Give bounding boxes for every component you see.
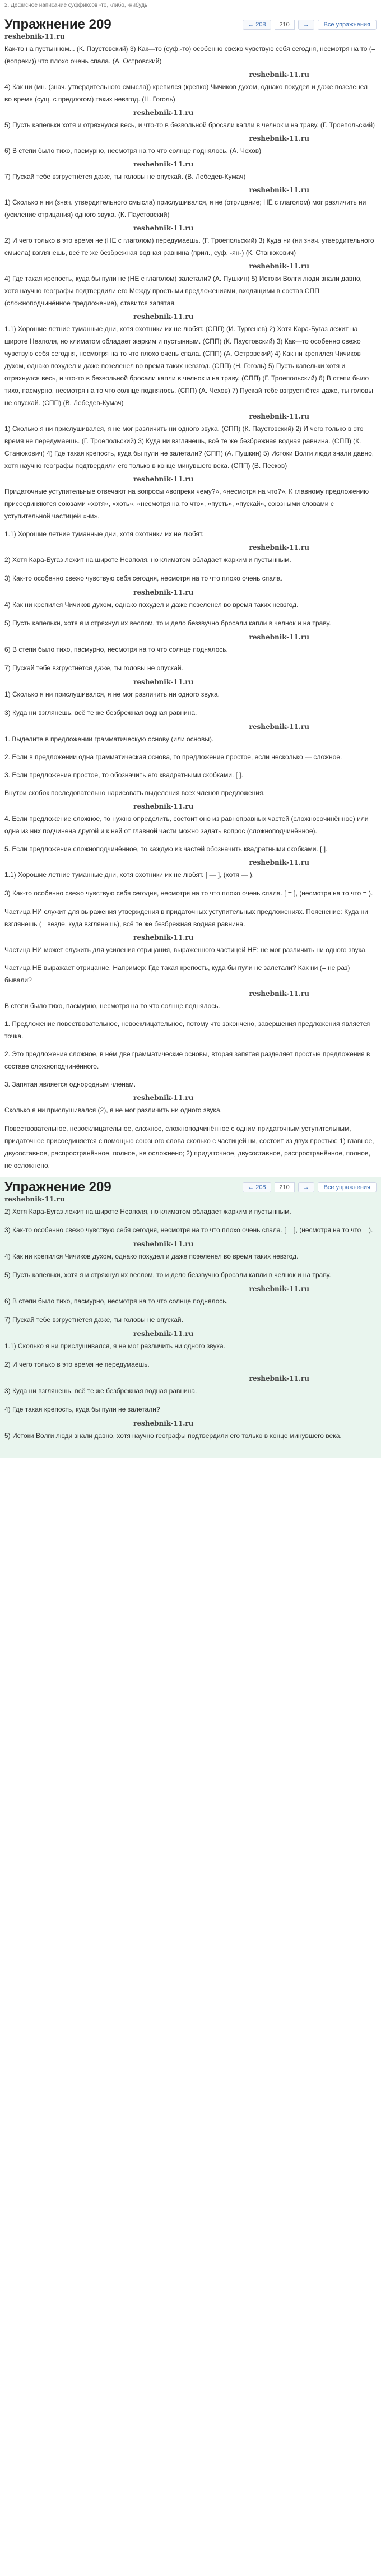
watermark: reshebnik-11.ru: [249, 186, 309, 194]
page-title: Упражнение 209: [4, 17, 111, 32]
watermark: reshebnik-11.ru: [249, 633, 309, 641]
paragraph: 6) В степи было тихо, пасмурно, несмотря на то что солнце поднялось. (А. Чехов): [4, 147, 262, 155]
paragraph: 6) В степи было тихо, пасмурно, несмотря на то что солнце поднялось.: [4, 1297, 228, 1305]
paragraph: Повествовательное, невосклицательное, сложное, сложноподчинённое с одним придаточным уступительным, придаточное присоединяется с помощью союзного слова сколько с частицей ни, состоит из двух простых: 1) главное, двусоставное, распространённое, полное, не осложнено; 2) придаточное, двусоставное, распространённое, полное, не осложнено.: [4, 1125, 374, 1169]
exercise-header: [0, 15, 381, 35]
paragraph: 1.1) Хорошие летние туманные дни, хотя охотники их не любят. [ — ], (хотя — ).: [4, 871, 254, 879]
paragraph: 1.1) Хорошие летние туманные дни, хотя охотники их не любят.: [4, 530, 204, 538]
paragraph: 6) В степи было тихо, пасмурно, несмотря на то что солнце поднялось.: [4, 646, 228, 653]
paragraph: 1.1) Хорошие летние туманные дни, хотя охотники их не любят. (СПП) (И. Тургенев) 2) Хотя Кара-Бугаз лежит на широте Неаполя, но климатом обладает жарким и пустынным. (СПП) (К. Паустовский) 3) Как—то особенно свежо чувствую себя сегодня, несмотря на то что плохо очень спала. (СПП) (А. Островский) 4) Как ни крепился Чичиков духом, однако похудел и даже позеленел во время таких невзгод. (СПП) (Н. Гоголь) 5) Пусть капельки хотя и отряхнулся весь, и что-то в безвольной бросали капли в челнок и на траву. (СПП) (Г. Троепольский) 6) В степи было тихо, пасмурно, несмотря на то что солнце поднялось. (СПП) (А. Чехов) 7) Пускай тебе взгрустнётся даже, ты головы не опускай. (СПП) (В. Лебедев-Кумач): [4, 325, 373, 407]
exercise-content-1: [0, 33, 381, 1172]
paragraph: В степи было тихо, пасмурно, несмотря на то что солнце поднялось.: [4, 1002, 220, 1010]
paragraph: Частица НИ может служить для усиления отрицания, выраженного частицей НЕ: не мог различить ни одного звука.: [4, 946, 368, 954]
paragraph: 5. Если предложение сложноподчинённое, то каждую из частей обозначить квадратными скобками. [ ].: [4, 845, 328, 853]
watermark: reshebnik-11.ru: [249, 71, 309, 78]
watermark: reshebnik-11.ru: [4, 33, 65, 40]
paragraph: Внутри скобок последовательно нарисовать выделения всех членов предложения.: [4, 789, 265, 797]
paragraph: 2) Хотя Кара-Бугаз лежит на широте Неаполя, но климатом обладает жарким и пустынным.: [4, 1208, 291, 1215]
paragraph: 3. Если предложение простое, то обозначить его квадратными скобками. [ ].: [4, 771, 243, 779]
watermark: reshebnik-11.ru: [133, 109, 194, 117]
paragraph: 7) Пускай тебе взгрустнётся даже, ты головы не опускай.: [4, 1316, 183, 1324]
watermark: reshebnik-11.ru: [4, 1195, 65, 1203]
paragraph: Частица НЕ выражает отрицание. Например: Где такая крепость, куда бы пули не залетали? Как ни (= не раз) бывали?: [4, 964, 350, 984]
exercise-content-2: [0, 1195, 381, 1458]
watermark: reshebnik-11.ru: [249, 723, 309, 731]
paragraph: 2. Если в предложении одна грамматическая основа, то предложение простое, если несколько — сложное.: [4, 753, 342, 761]
watermark: reshebnik-11.ru: [249, 262, 309, 270]
watermark: reshebnik-11.ru: [133, 224, 194, 232]
paragraph: 4) Где такая крепость, куда бы пули не (НЕ с глаголом) залетали? (А. Пушкин) 5) Истоки Волги люди знали давно, хотя научно географы подтвердили его Между простыми предложениями, входящими в состав СПП (сложноподчинённое предложение), ставится запятая.: [4, 275, 362, 307]
paragraph: 4) Как ни крепился Чичиков духом, однако похудел и даже позеленел во время таких невзгод.: [4, 1252, 299, 1260]
paragraph: 1) Сколько я ни прислушивался, я не мог различить ни одного звука. (СПП) (К. Паустовский) 2) И чего только в это время не передумаешь. (Г. Троепольский) 3) Куда ни взглянешь, всё те же безбрежная водная равнина. (СПП) (К. Станюкович) 4) Где такая крепость, куда бы пули не залетали? (СПП) (А. Пушкин) 5) Истоки Волги люди знали давно, хотя научно географы подтвердили его только в конце минувшего века. (СПП) (В. Песков): [4, 425, 374, 470]
exercise-number-box[interactable]: 210: [275, 20, 295, 30]
breadcrumb[interactable]: 2. Дефисное написание суффиксов -то, -либо, -нибудь: [4, 2, 148, 8]
paragraph: 3) Как-то особенно свежо чувствую себя сегодня, несмотря на то что плохо очень спала.: [4, 574, 282, 582]
paragraph: 4) Как ни крепился Чичиков духом, однако похудел и даже позеленел во время таких невзгод.: [4, 601, 299, 609]
page-title-repeat: Упражнение 209: [4, 1180, 111, 1195]
all-exercises-button[interactable]: Все упражнения: [318, 20, 377, 30]
watermark: reshebnik-11.ru: [133, 1094, 194, 1102]
exercise-nav-repeat: [243, 1182, 377, 1192]
paragraph: 2) Хотя Кара-Бугаз лежит на широте Неаполя, но климатом обладает жарким и пустынным.: [4, 556, 291, 564]
watermark: reshebnik-11.ru: [133, 160, 194, 168]
paragraph: 1.1) Сколько я ни прислушивался, я не мог различить ни одного звука.: [4, 1342, 225, 1350]
paragraph: 1) Сколько я ни (знач. утвердительного смысла) прислушивался, я не (отрицание; НЕ с глаголом) мог различить ни (усиление отрицания) одного звука. (К. Паустовский): [4, 198, 366, 219]
paragraph: 2) И чего только в это время не передумаешь.: [4, 1361, 150, 1368]
paragraph: 3) Как-то особенно свежо чувствую себя сегодня, несмотря на то что плохо очень спала. [ = ], (несмотря на то что = ).: [4, 1226, 373, 1234]
exercise-number-box[interactable]: 210: [275, 1182, 295, 1192]
paragraph: 5) Пусть капельки, хотя я и отряхнул их веслом, то и дело беззвучно бросали капли в челнок и на траву.: [4, 1271, 331, 1279]
watermark: reshebnik-11.ru: [249, 412, 309, 420]
watermark: reshebnik-11.ru: [249, 1375, 309, 1382]
watermark: reshebnik-11.ru: [133, 1419, 194, 1427]
exercise-header-repeat: [0, 1177, 381, 1198]
prev-exercise-button[interactable]: ← 208: [243, 20, 271, 30]
paragraph: 4. Если предложение сложное, то нужно определить, состоит оно из равноправных частей (сложносочинённое) или одна из них подчинена другой и к ней от главной части можно задать вопрос (сложноподчинённое).: [4, 815, 369, 835]
all-exercises-button[interactable]: Все упражнения: [318, 1182, 377, 1192]
paragraph: 2. Это предложение сложное, в нём две грамматические основы, вторая запятая разделяет простые предложения в составе сложноподчинённого.: [4, 1050, 370, 1070]
watermark: reshebnik-11.ru: [249, 990, 309, 997]
watermark: reshebnik-11.ru: [133, 475, 194, 483]
paragraph: 3) Как-то особенно свежо чувствую себя сегодня, несмотря на то что плохо очень спала. [ = ], (несмотря на то что = ).: [4, 889, 373, 897]
paragraph: 4) Как ни (мн. (знач. утвердительного смысла)) крепился (крепко) Чичиков духом, однако похудел и даже позеленел во время (сущ. с предлогом) таких невзгод. (Н. Гоголь): [4, 83, 368, 103]
prev-exercise-button[interactable]: ← 208: [243, 1182, 271, 1192]
watermark: reshebnik-11.ru: [133, 802, 194, 810]
next-exercise-button[interactable]: →: [298, 20, 314, 30]
watermark: reshebnik-11.ru: [249, 544, 309, 551]
paragraph: 3. Запятая является однородным членам.: [4, 1080, 136, 1088]
paragraph: 4) Где такая крепость, куда бы пули не залетали?: [4, 1405, 160, 1413]
watermark: reshebnik-11.ru: [249, 858, 309, 866]
paragraph: Как-то на пустынном... (К. Паустовский) 3) Как—то (суф.-то) особенно свежо чувствую себя сегодня, несмотря на то (= (вопреки)) что плохо очень спала. (А. Островский): [4, 45, 375, 65]
paragraph: 5) Пусть капельки хотя и отряхнулся весь, и что-то в безвольной бросали капли в челнок и на траву. (Г. Троепольский): [4, 121, 375, 129]
watermark: reshebnik-11.ru: [133, 1330, 194, 1338]
exercise-nav: [243, 20, 377, 30]
paragraph: 2) И чего только в это время не (НЕ с глаголом) передумаешь. (Г. Троепольский) 3) Куда ни (ни знач. утвердительного смысла) взглянешь, всё те же безбрежная водная равнина (прил., суф. -ян-) (К. Станюкович): [4, 236, 374, 257]
watermark: reshebnik-11.ru: [133, 313, 194, 321]
paragraph: Придаточные уступительные отвечают на вопросы «вопреки чему?», «несмотря на что?». К главному предложению присоединяются союзами «хотя», «хоть», «несмотря на то что», «пусть», «пускай», союзными словами с уступительной частицей «ни».: [4, 488, 369, 520]
paragraph: 1) Сколько я ни прислушивался, я не мог различить ни одного звука.: [4, 690, 220, 698]
watermark: reshebnik-11.ru: [249, 1285, 309, 1293]
watermark: reshebnik-11.ru: [249, 134, 309, 142]
paragraph: Частица НИ служит для выражения утверждения в придаточных уступительных предложениях. Пояснение: Куда ни взглянешь (= везде, куда взглянешь), всё те же безбрежная водная равнина.: [4, 908, 369, 928]
paragraph: 3) Куда ни взглянешь, всё те же безбрежная водная равнина.: [4, 1387, 197, 1395]
watermark: reshebnik-11.ru: [133, 1240, 194, 1248]
watermark: reshebnik-11.ru: [133, 588, 194, 596]
next-exercise-button[interactable]: →: [298, 1182, 314, 1192]
paragraph: 3) Куда ни взглянешь, всё те же безбрежная водная равнина.: [4, 709, 197, 717]
paragraph: 5) Истоки Волги люди знали давно, хотя научно географы подтвердили его только в конце минувшего века.: [4, 1432, 342, 1440]
paragraph: 7) Пускай тебе взгрустнётся даже, ты головы не опускай.: [4, 664, 183, 672]
paragraph: 5) Пусть капельки, хотя я и отряхнул их веслом, то и дело беззвучно бросали капли в челнок и на траву.: [4, 619, 331, 627]
watermark: reshebnik-11.ru: [133, 934, 194, 941]
watermark: reshebnik-11.ru: [133, 678, 194, 686]
paragraph: Сколько я ни прислушивался (2), я не мог различить ни одного звука.: [4, 1106, 222, 1114]
paragraph: 1. Предложение повествовательное, невосклицательное, потому что закончено, завершения предложения является точка.: [4, 1020, 370, 1040]
paragraph: 1. Выделите в предложении грамматическую основу (или основы).: [4, 735, 214, 743]
paragraph: 7) Пускай тебе взгрустнётся даже, ты головы не опускай. (В. Лебедев-Кумач): [4, 173, 246, 180]
